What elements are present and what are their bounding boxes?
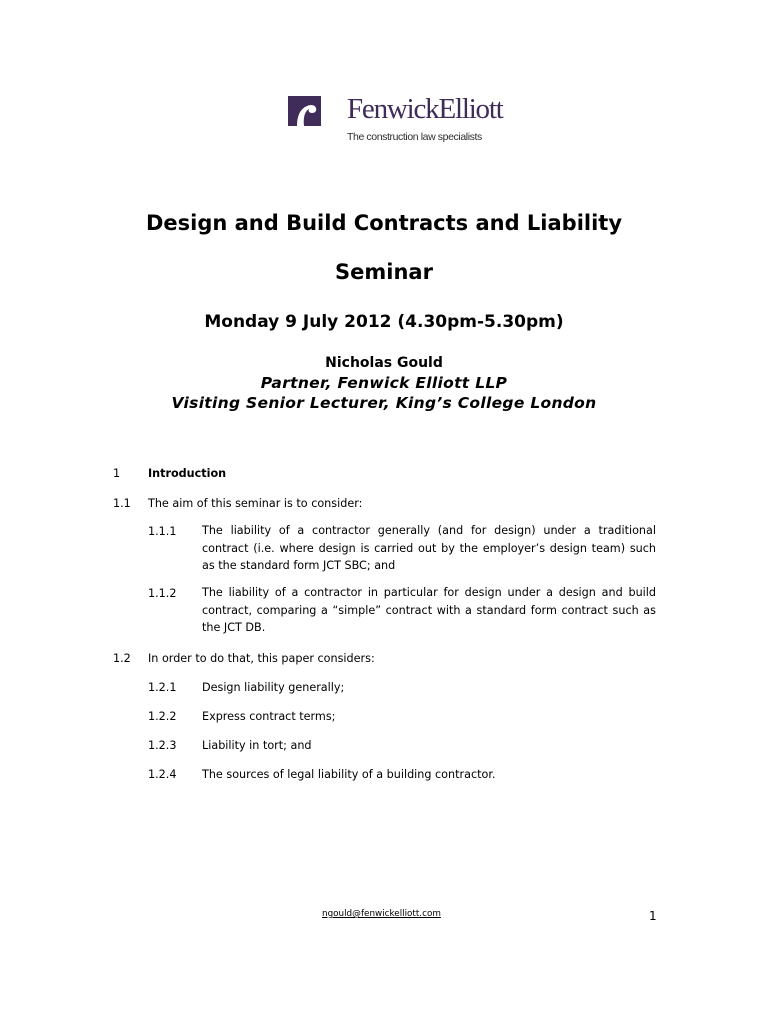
clause-text: The aim of this seminar is to consider: [148,497,363,510]
seminar-date: Monday 9 July 2012 (4.30pm-5.30pm) [204,312,564,332]
logo-tagline: The construction law specialists [347,131,482,143]
subclause-number: 1.2.4 [148,768,177,781]
author-name: Nicholas Gould [325,355,443,371]
page-number: 1 [649,909,657,923]
clause-text: In order to do that, this paper considers: [148,652,375,665]
footer-email-link[interactable]: ngould@fenwickelliott.com [322,909,441,919]
subclause-text: Liability in tort; and [202,739,312,752]
subclause-number: 1.1.1 [148,525,177,538]
author-role-partner: Partner, Fenwick Elliott LLP [260,374,508,392]
subclause-text: The liability of a contractor generally (and for design) under a traditional contract (i.e. where design is carried out by the employer’s design team) such as the standard form JCT SBC; and [202,524,656,572]
subclause-number: 1.2.2 [148,710,177,723]
section-number: 1 [113,467,121,480]
subclause-text: Design liability generally; [202,681,345,694]
subclause-text: Express contract terms; [202,710,336,723]
section-heading: Introduction [148,467,227,480]
clause-number: 1.1 [113,497,131,510]
fenwick-elliott-logo-mark [288,96,321,126]
document-title: Design and Build Contracts and Liability [145,211,623,235]
logo-wordmark: FenwickElliott [347,93,503,125]
author-role-lecturer: Visiting Senior Lecturer, King’s College London [171,394,597,412]
company-logo [288,92,503,152]
document-subtitle: Seminar [335,260,433,284]
subclause-number: 1.2.3 [148,739,177,752]
clause-number: 1.2 [113,652,131,665]
subclause-text: The liability of a contractor in particular for design under a design and build contract, comparing a “simple” contract with a standard form contract such as the JCT DB. [202,586,656,634]
subclause-number: 1.1.2 [148,587,177,600]
subclause-text: The sources of legal liability of a building contractor. [202,768,496,781]
subclause-number: 1.2.1 [148,681,177,694]
